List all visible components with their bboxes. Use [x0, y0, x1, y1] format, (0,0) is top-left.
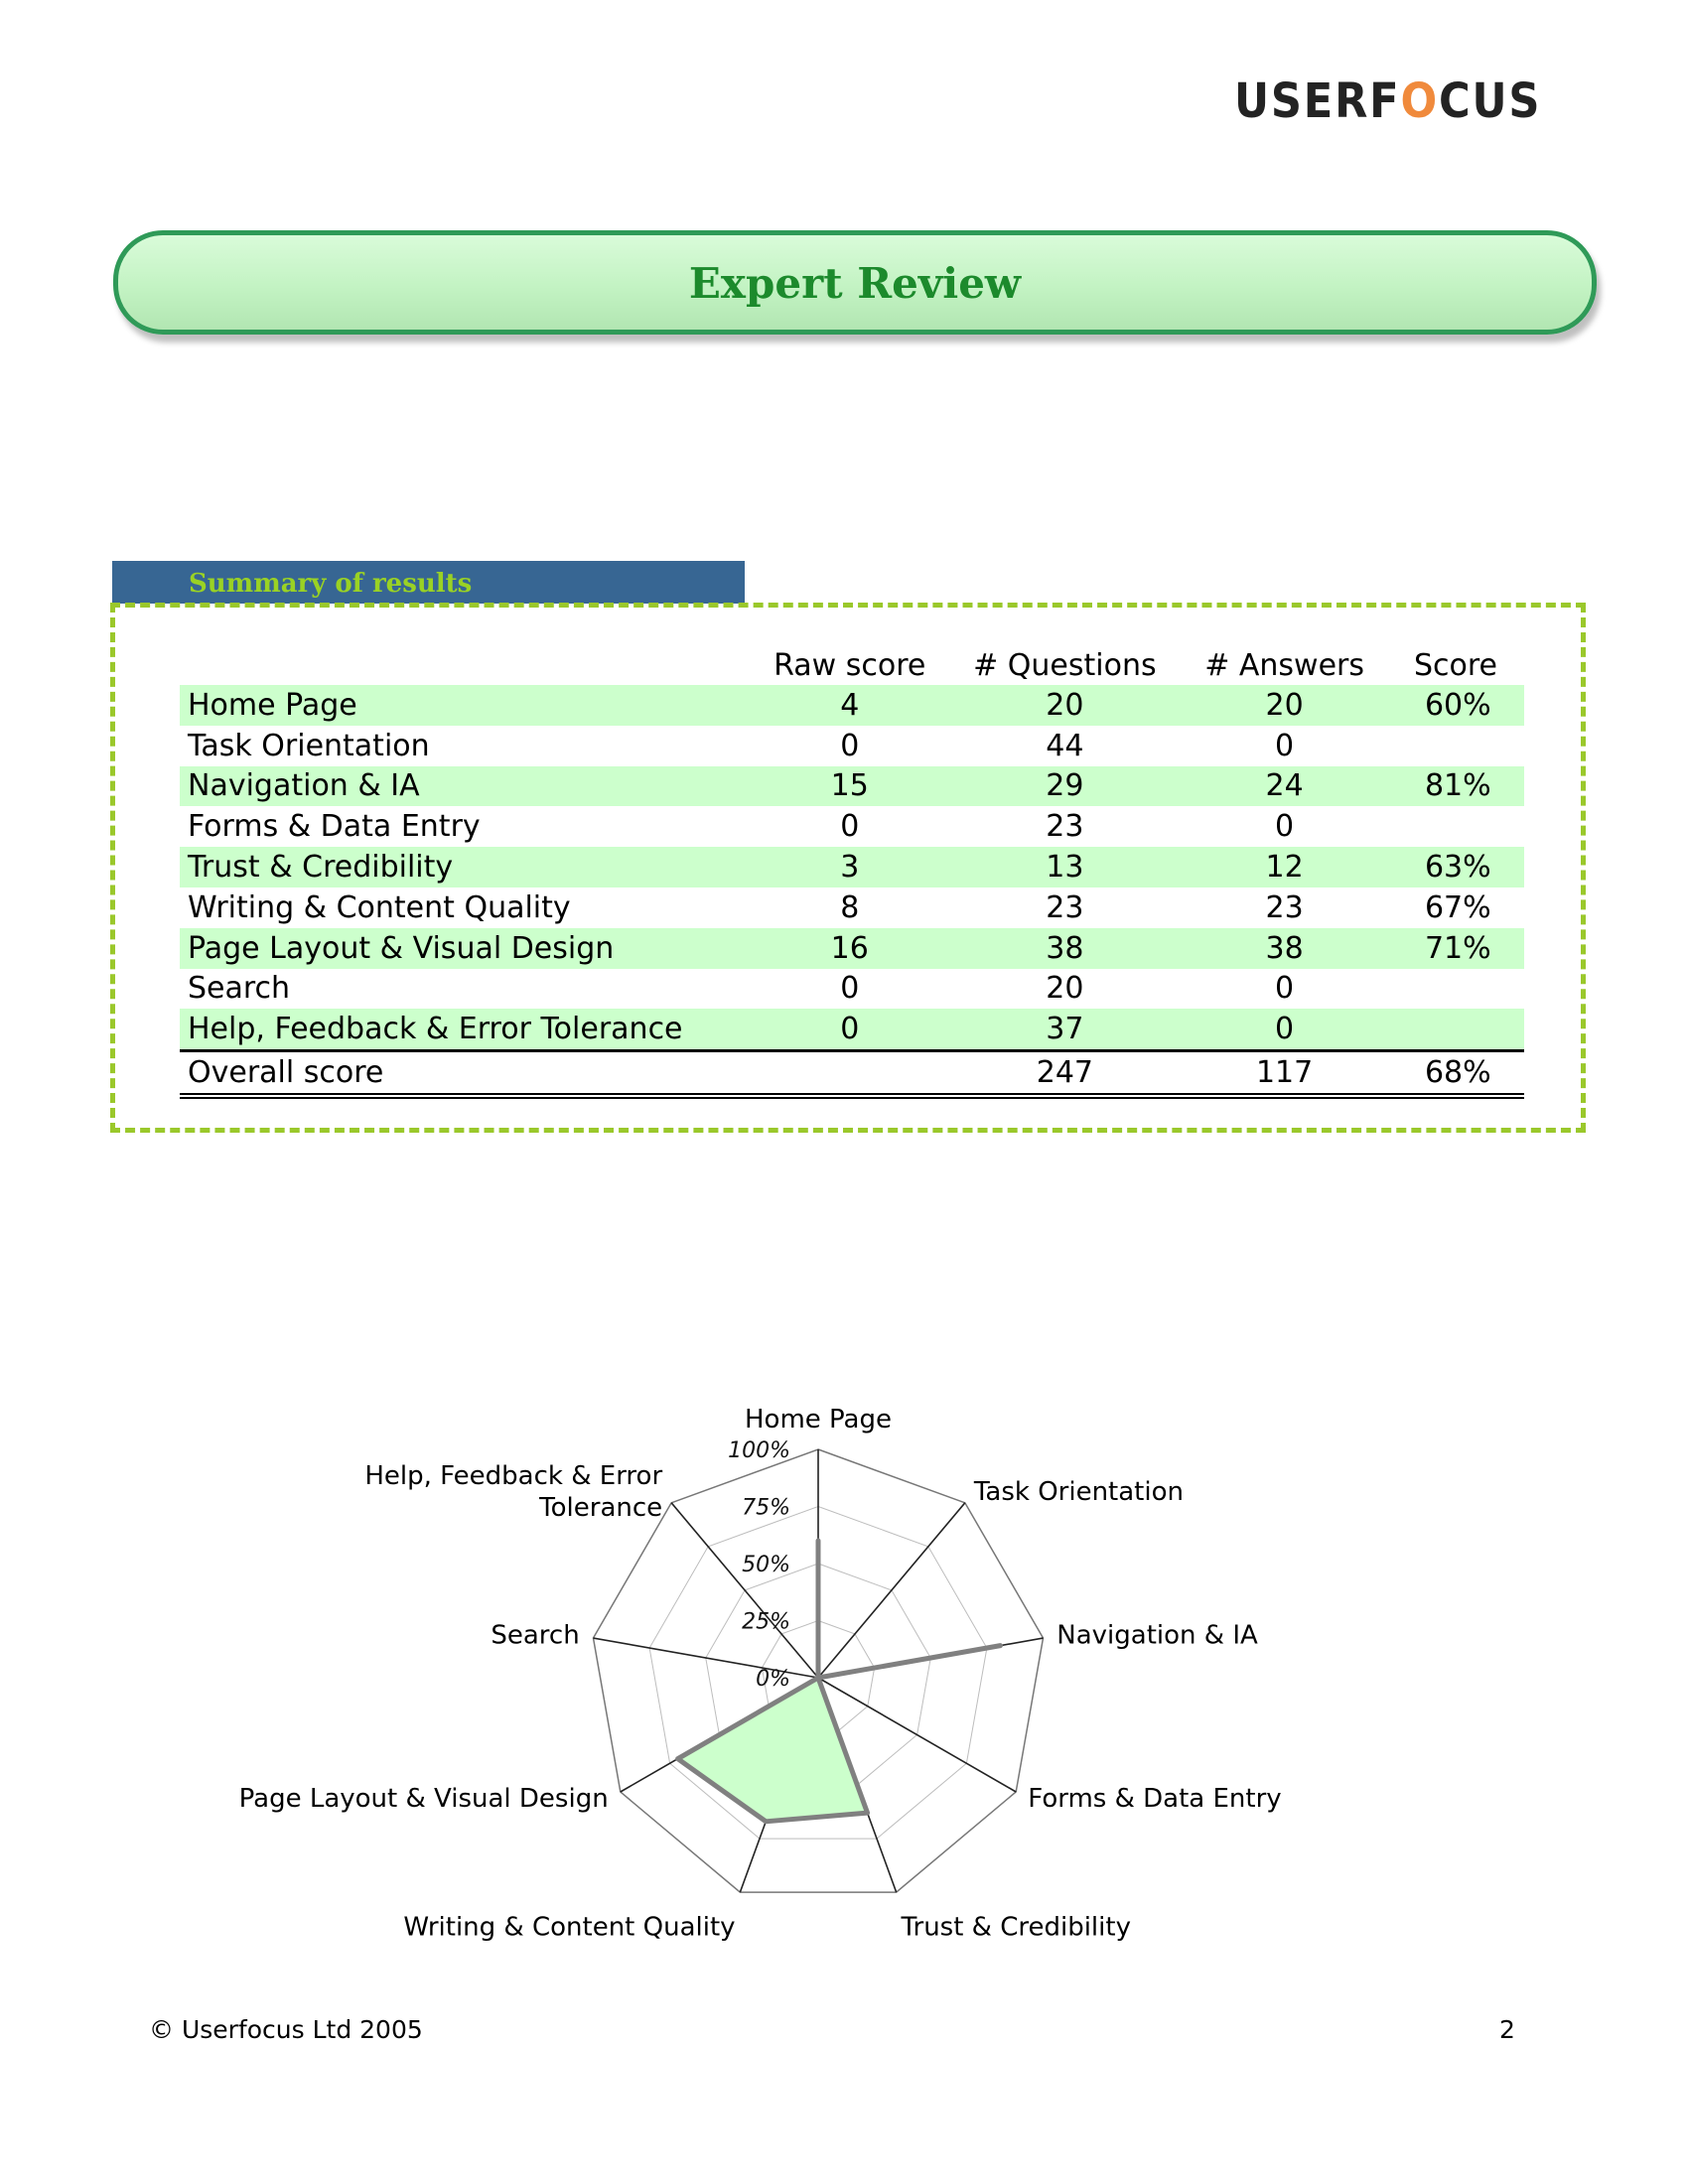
questions-cell: 20 [948, 685, 1183, 726]
table-row [180, 887, 1524, 928]
row-label: Task Orientation [188, 728, 430, 763]
column-header: Score [1413, 647, 1497, 683]
score-cell: 67% [1424, 889, 1491, 925]
score-cell [1387, 726, 1524, 766]
table-row [180, 928, 1524, 969]
answers-cell: 23 [1265, 889, 1304, 925]
radar-category-label: Forms & Data Entry [1028, 1784, 1282, 1814]
questions-cell: 37 [948, 1009, 1183, 1050]
row-label: Forms & Data Entry [188, 809, 481, 845]
radar-series-area [678, 1541, 1001, 1822]
raw-score-cell: 4 [752, 685, 948, 726]
radar-tick-label: 100% [728, 1438, 790, 1463]
overall-answers-cell: 117 [1182, 1051, 1387, 1096]
radar-category-label: Page Layout & Visual Design [238, 1784, 609, 1814]
questions-cell: 20 [1046, 971, 1084, 1007]
radar-axis-spoke [818, 1503, 965, 1678]
score-cell [1387, 806, 1524, 847]
radar-category-label: Writing & Content Quality [403, 1912, 736, 1943]
summary-tab-label: Summary of results [189, 569, 473, 599]
table-row [180, 685, 1524, 726]
radar-series [677, 1541, 1000, 1822]
results-table [180, 645, 1524, 1099]
summary-tab [112, 561, 745, 604]
radar-category-label: Task Orientation [973, 1477, 1185, 1508]
answers-cell: 0 [1275, 809, 1295, 845]
questions-cell: 13 [948, 847, 1183, 887]
radar-axis-spoke [671, 1503, 818, 1678]
radar-category-label: Search [491, 1620, 580, 1651]
logo-accent-o: O [1400, 73, 1440, 129]
logo-text-start: USERF [1234, 73, 1401, 129]
score-cell: 81% [1387, 766, 1524, 807]
answers-cell: 0 [1275, 971, 1295, 1007]
radar-category-label: Tolerance [539, 1493, 663, 1524]
row-label: Home Page [180, 685, 752, 726]
raw-score-cell: 0 [752, 1009, 948, 1050]
table-row [180, 726, 1524, 766]
row-label: Trust & Credibility [180, 847, 752, 887]
score-cell: 63% [1387, 847, 1524, 887]
questions-cell: 23 [1046, 809, 1084, 845]
row-label: Search [188, 971, 291, 1007]
logo-text-end: CUS [1439, 73, 1542, 129]
answers-cell: 20 [1182, 685, 1387, 726]
answers-cell: 24 [1182, 766, 1387, 807]
column-header: # Answers [1204, 647, 1364, 683]
overall-raw-cell [752, 1051, 948, 1096]
table-header-row [180, 645, 1524, 685]
radar-tick-label: 75% [742, 1495, 790, 1521]
column-header [180, 645, 752, 685]
page-number: 2 [1499, 2015, 1515, 2044]
answers-cell: 38 [1182, 928, 1387, 969]
row-label: Writing & Content Quality [188, 889, 571, 925]
radar-tick-labels [728, 1438, 790, 1692]
overall-questions-cell: 247 [948, 1051, 1183, 1096]
row-label: Navigation & IA [180, 766, 752, 807]
score-cell [1387, 969, 1524, 1010]
score-cell: 60% [1387, 685, 1524, 726]
answers-cell: 12 [1182, 847, 1387, 887]
raw-score-cell: 0 [840, 728, 860, 763]
row-label: Help, Feedback & Error Tolerance [180, 1009, 752, 1050]
raw-score-cell: 3 [752, 847, 948, 887]
column-header: # Questions [973, 647, 1157, 683]
radar-category-label: Home Page [745, 1405, 892, 1434]
userfocus-logo [1234, 73, 1541, 129]
column-header: Raw score [774, 647, 926, 683]
radar-tick-label: 25% [742, 1609, 790, 1635]
questions-cell: 44 [1046, 728, 1084, 763]
questions-cell: 38 [948, 928, 1183, 969]
radar-tick-label: 0% [756, 1667, 790, 1692]
raw-score-cell: 0 [840, 971, 860, 1007]
answers-cell: 0 [1182, 1009, 1387, 1050]
table-row [180, 969, 1524, 1010]
overall-label: Overall score [180, 1051, 752, 1096]
table-row [180, 1009, 1524, 1050]
row-label: Page Layout & Visual Design [180, 928, 752, 969]
radar-category-label: Help, Feedback & Error [364, 1461, 663, 1492]
title-banner [113, 230, 1597, 335]
questions-cell: 23 [1046, 889, 1084, 925]
raw-score-cell: 8 [840, 889, 860, 925]
page-title: Expert Review [688, 259, 1022, 308]
raw-score-cell: 0 [840, 809, 860, 845]
overall-score-cell: 68% [1387, 1051, 1524, 1096]
overall-row [180, 1051, 1524, 1096]
answers-cell: 0 [1275, 728, 1295, 763]
footer-copyright: © Userfocus Ltd 2005 [149, 2015, 423, 2044]
radar-category-label: Navigation & IA [1056, 1620, 1258, 1651]
table-row [180, 806, 1524, 847]
table-row [180, 847, 1524, 887]
radar-chart [0, 1370, 1688, 1943]
raw-score-cell: 15 [752, 766, 948, 807]
raw-score-cell: 16 [752, 928, 948, 969]
score-cell [1387, 1009, 1524, 1050]
questions-cell: 29 [948, 766, 1183, 807]
score-cell: 71% [1387, 928, 1524, 969]
table-row [180, 766, 1524, 807]
radar-category-label: Trust & Credibility [901, 1912, 1131, 1943]
radar-tick-label: 50% [742, 1553, 790, 1577]
